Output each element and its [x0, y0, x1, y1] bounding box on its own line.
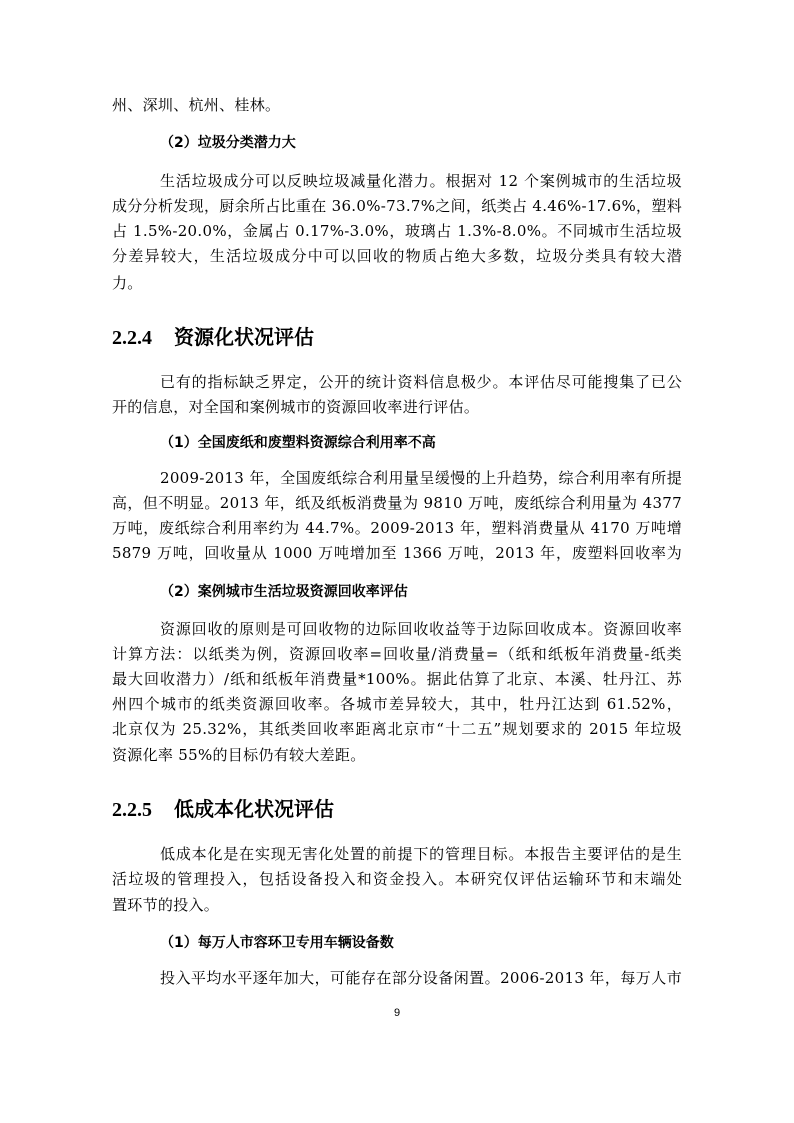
paragraph-line: 分差异较大，生活垃圾成分中可以回收的物质占绝大多数，垃圾分类具有较大潜 — [112, 247, 682, 265]
paragraph-line: 低成本化是在实现无害化处置的前提下的管理目标。本报告主要评估的是生 — [160, 845, 682, 863]
subheading-sanitation-vehicles: （1）每万人市容环卫专用车辆设备数 — [160, 935, 394, 951]
paragraph-line: 最大回收潜力）/纸和纸板年消费量*100%。据此估算了北京、本溪、牡丹江、苏 — [112, 670, 682, 688]
section-heading-2-2-4 — [112, 324, 314, 351]
paragraph-line: 开的信息，对全国和案例城市的资源回收率进行评估。 — [112, 398, 480, 416]
subheading-waste-sorting-potential: （2）垃圾分类潜力大 — [160, 135, 296, 151]
paragraph-line: 活垃圾的管理投入，包括设备投入和资金投入。本研究仅评估运输环节和末端处 — [112, 870, 682, 888]
paragraph-line: 生活垃圾成分可以反映垃圾减量化潜力。根据对 12 个案例城市的生活垃圾 — [160, 172, 682, 190]
paragraph-line: 北京仅为 25.32%，其纸类回收率距离北京市“十二五”规划要求的 2015 年垃圾 — [112, 720, 682, 738]
paragraph-line: 已有的指标缺乏界定，公开的统计资料信息极少。本评估尽可能搜集了已公 — [160, 373, 682, 391]
paragraph-line: 高，但不明显。2013 年，纸及纸板消费量为 9810 万吨，废纸综合利用量为 4377 — [112, 494, 682, 512]
paragraph-line: 成分分析发现，厨余所占比重在 36.0%-73.7%之间，纸类占 4.46%-17.6%，塑料 — [112, 197, 682, 215]
paragraph-line: 万吨，废纸综合利用率约为 44.7%。2009-2013 年，塑料消费量从 4170 万吨增 — [112, 519, 682, 537]
paragraph-line: 州、深圳、杭州、桂林。 — [112, 96, 281, 114]
paragraph-line: 资源化率 55%的目标仍有较大差距。 — [112, 746, 366, 764]
section-title: 低成本化状况评估 — [174, 797, 334, 821]
page-number: 9 — [393, 1007, 401, 1019]
paragraph-line: 占 1.5%-20.0%，金属占 0.17%-3.0%，玻璃占 1.3%-8.0%。不同城市生活垃圾 — [112, 222, 682, 240]
paragraph-line: 州四个城市的纸类资源回收率。各城市差异较大，其中，牡丹江达到 61.52%， — [112, 695, 682, 713]
paragraph-line: 计算方法：以纸类为例，资源回收率=回收量/消费量=（纸和纸板年消费量-纸类 — [112, 645, 682, 663]
paragraph-line: 资源回收的原则是可回收物的边际回收收益等于边际回收成本。资源回收率 — [160, 620, 682, 638]
paragraph-line: 力。 — [112, 274, 143, 292]
section-number: 2.2.5 — [112, 799, 152, 821]
paragraph-line: 投入平均水平逐年加大，可能存在部分设备闲置。2006-2013 年，每万人市 — [160, 969, 682, 987]
section-number: 2.2.4 — [112, 327, 152, 349]
paragraph-line: 5879 万吨，回收量从 1000 万吨增加至 1366 万吨，2013 年，废塑料回收率为 — [112, 544, 682, 562]
paragraph-line: 置环节的投入。 — [112, 896, 220, 914]
subheading-national-paper-plastic: （1）全国废纸和废塑料资源综合利用率不高 — [160, 435, 436, 451]
section-heading-2-2-5 — [112, 796, 334, 823]
paragraph-line: 2009-2013 年，全国废纸综合利用量呈缓慢的上升趋势，综合利用率有所提 — [160, 469, 682, 487]
subheading-case-city-recovery-rate: （2）案例城市生活垃圾资源回收率评估 — [160, 584, 408, 600]
section-title: 资源化状况评估 — [174, 325, 314, 349]
